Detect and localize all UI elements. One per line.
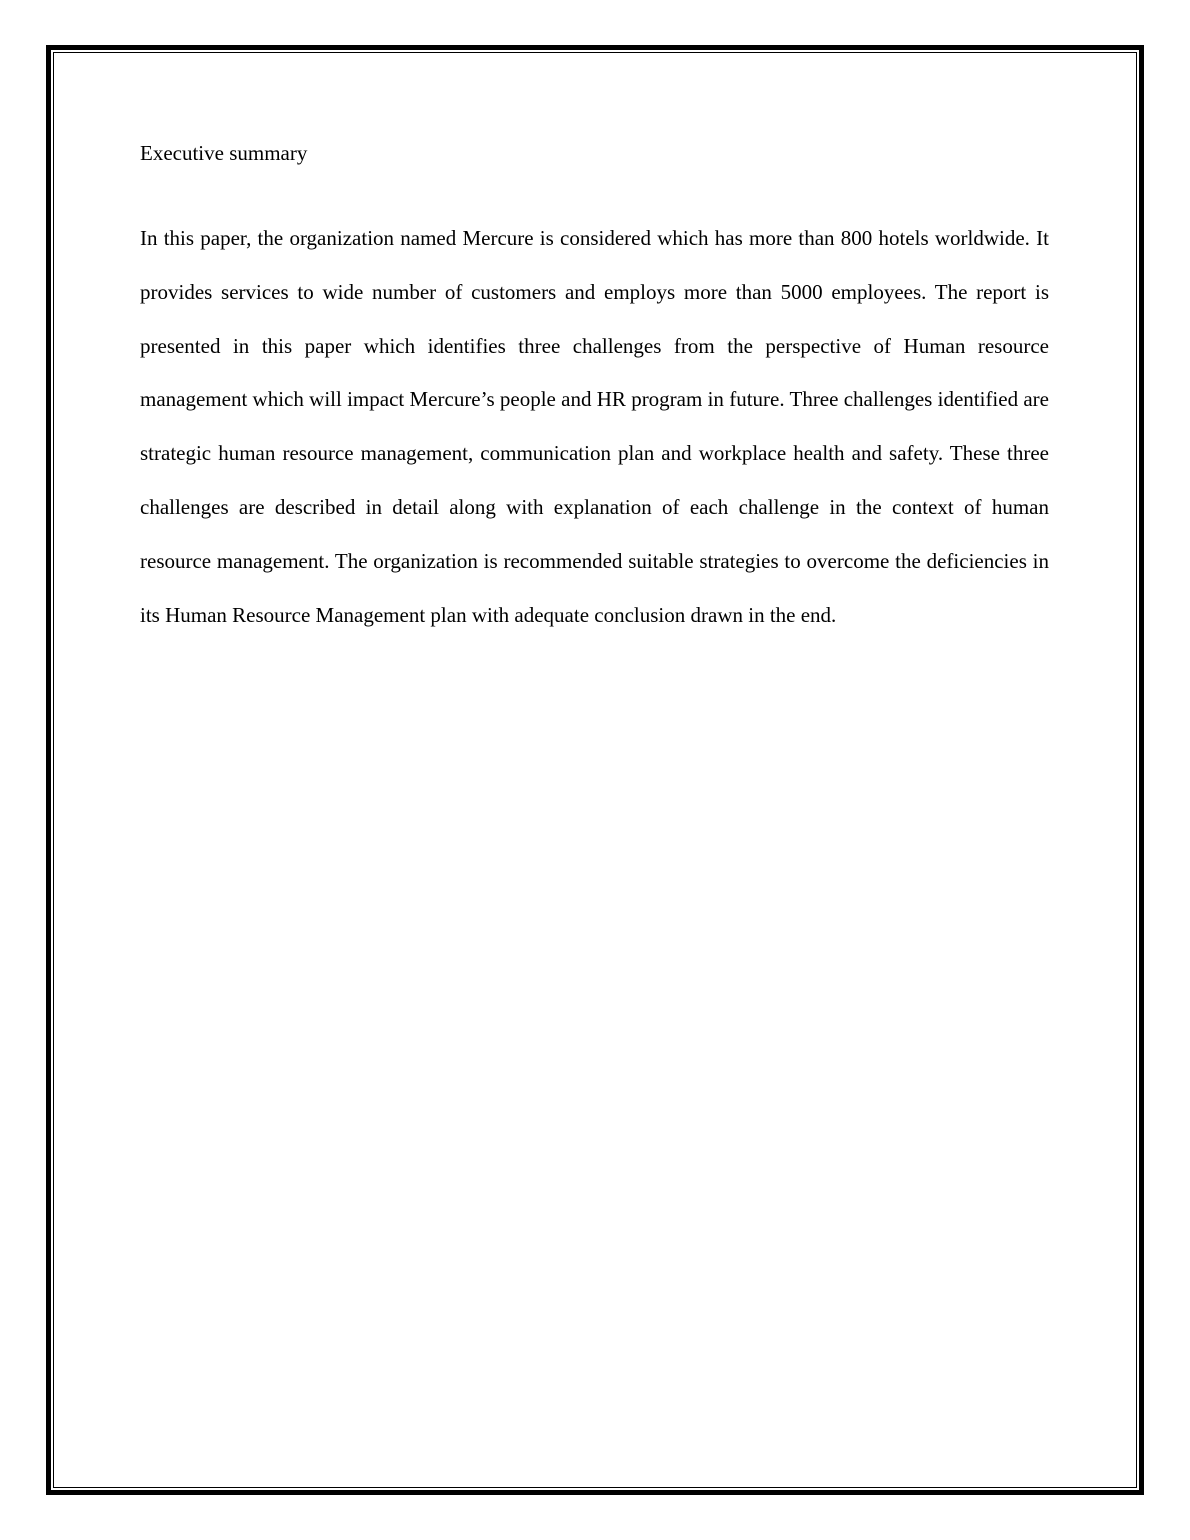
document-content [140, 138, 1049, 642]
summary-paragraph: In this paper, the organization named Mercure is considered which has more than 800 hotels worldwide. It provides services to wide number of customers and employs more than 5000 employees. The report is presented in this paper which identifies three challenges from the perspective of Human resource management which will impact Mercure’s people and HR program in future. Three challenges identified are strategic human resource management, communication plan and workplace health and safety. These three challenges are described in detail along with explanation of each challenge in the context of human resource management. The organization is recommended suitable strategies to overcome the deficiencies in its Human Resource Management plan with adequate conclusion drawn in the end. [140, 226, 1049, 627]
section-heading: Executive summary [140, 141, 308, 165]
